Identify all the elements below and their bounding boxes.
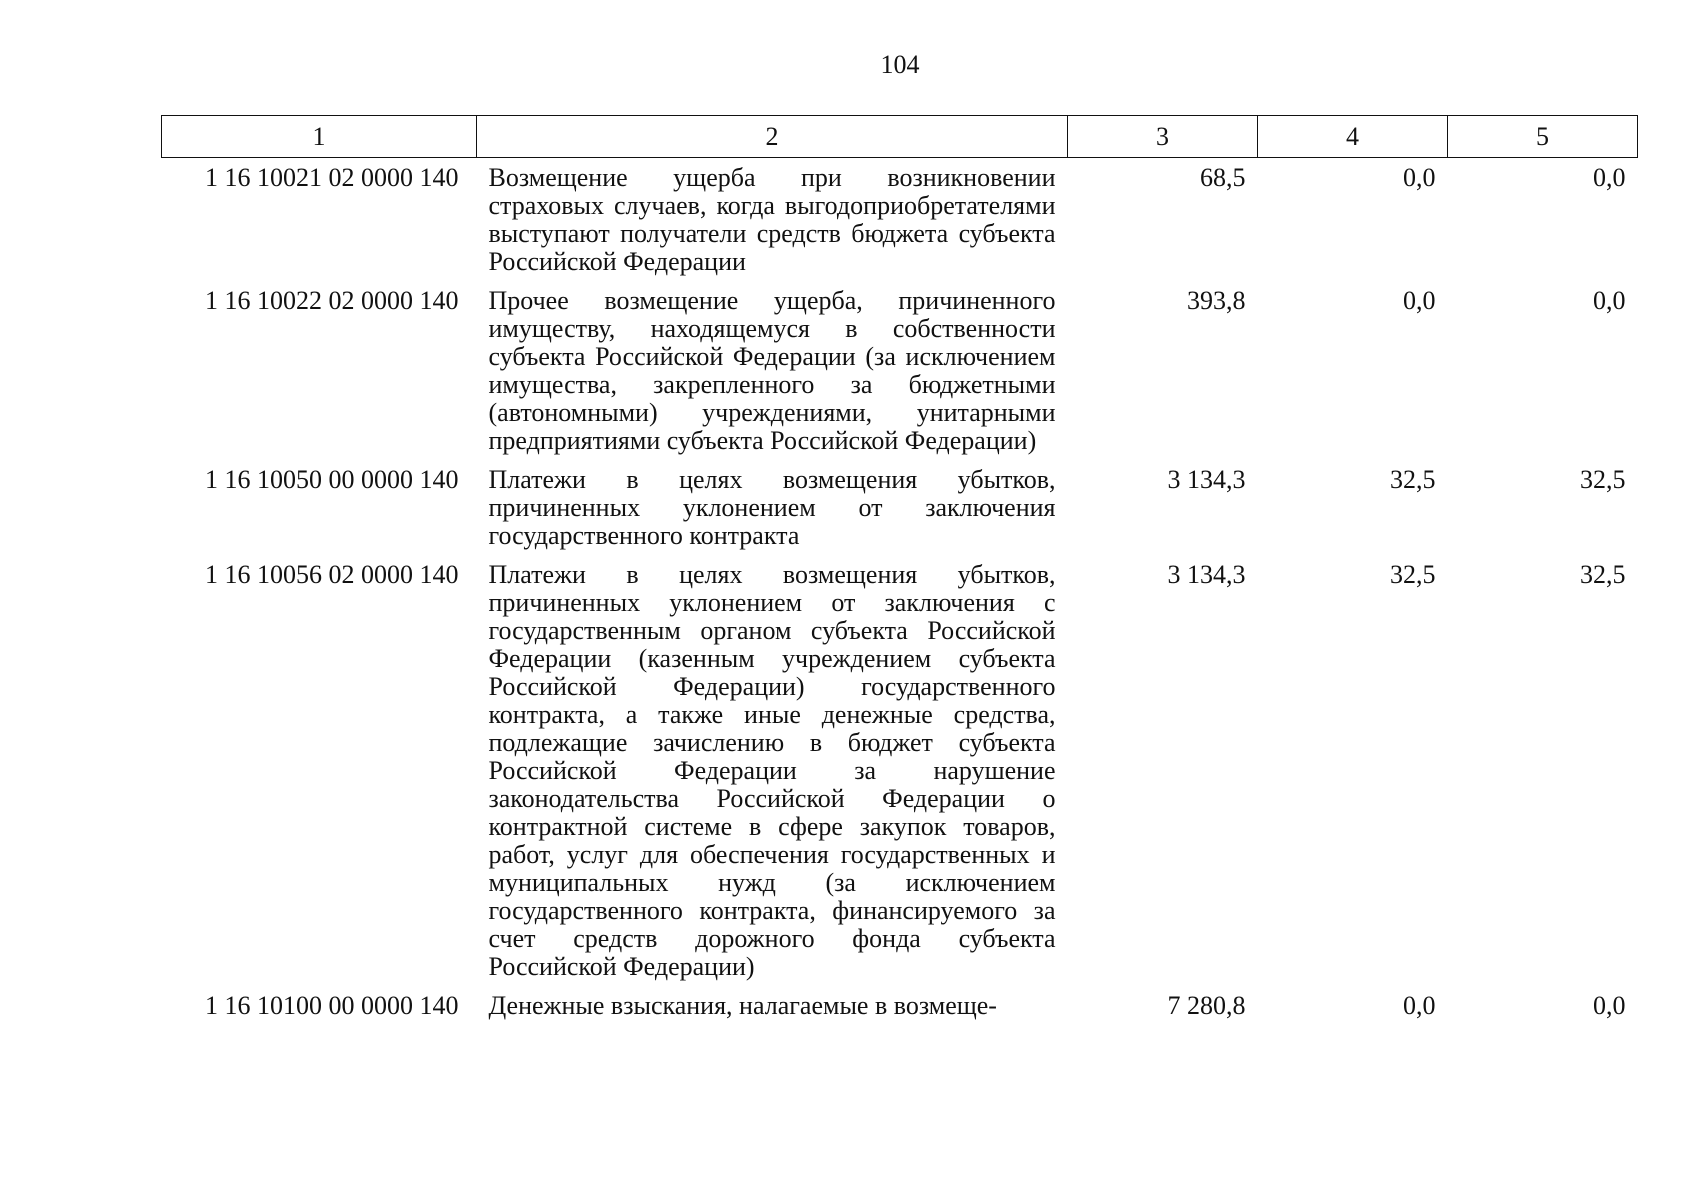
table-row [162,992,1638,1031]
table-header-row [162,116,1638,158]
column-header-5: 5 [1448,116,1638,158]
table-row [162,466,1638,561]
budget-code: 1 16 10056 02 0000 140 [205,560,459,589]
amount-col4: 32,5 [1390,560,1436,589]
amount-col5: 32,5 [1580,465,1626,494]
column-header-2: 2 [477,116,1068,158]
table-row [162,158,1638,288]
income-description: Возмещение ущерба при возникновении страховых случаев, когда выгодоприобретателями выступают получатели средств бюджета субъекта Российской Федерации [488,163,1056,276]
amount-col3: 7 280,8 [1167,991,1246,1020]
amount-col5: 0,0 [1593,286,1626,315]
column-header-4: 4 [1258,116,1448,158]
amount-col3: 3 134,3 [1167,465,1246,494]
amount-col4: 0,0 [1403,163,1436,192]
amount-col4: 32,5 [1390,465,1436,494]
budget-code: 1 16 10100 00 0000 140 [205,991,459,1020]
budget-table [161,115,1638,1031]
income-description: Платежи в целях возмещения убытков, причиненных уклонением от заключения государственного контракта [488,465,1056,550]
amount-col3: 68,5 [1200,163,1246,192]
income-description: Денежные взыскания, налагаемые в возмеще- [488,991,997,1020]
page-number: 104 [880,50,920,79]
budget-code: 1 16 10021 02 0000 140 [205,163,459,192]
amount-col3: 393,8 [1187,286,1246,315]
amount-col3: 3 134,3 [1167,560,1246,589]
amount-col5: 0,0 [1593,991,1626,1020]
column-header-1: 1 [162,116,477,158]
column-header-3: 3 [1068,116,1258,158]
income-description: Платежи в целях возмещения убытков, причиненных уклонением от заключения с государственным органом субъекта Российской Федерации (казенным учреждением субъекта Российской Федерации) государственного контракта, а также иные денежные средства, подлежащие зачислению в бюджет субъекта Российской Федерации за нарушение законодательства Российской Федерации о контрактной системе в сфере закупок товаров, работ, услуг для обеспечения государственных и муниципальных нужд (за исключением государственного контракта, финансируемого за счет средств дорожного фонда субъекта Российской Федерации) [488,560,1056,981]
budget-code: 1 16 10050 00 0000 140 [205,465,459,494]
budget-code: 1 16 10022 02 0000 140 [205,286,459,315]
table-row [162,287,1638,466]
amount-col5: 32,5 [1580,560,1626,589]
amount-col4: 0,0 [1403,286,1436,315]
income-description: Прочее возмещение ущерба, причиненного имуществу, находящемуся в собственности субъекта Российской Федерации (за исключением имущества, закрепленного за бюджетными (автономными) учреждениями, унитарными предприятиями субъекта Российской Федерации) [488,286,1056,455]
amount-col5: 0,0 [1593,163,1626,192]
table-row [162,561,1638,992]
amount-col4: 0,0 [1403,991,1436,1020]
